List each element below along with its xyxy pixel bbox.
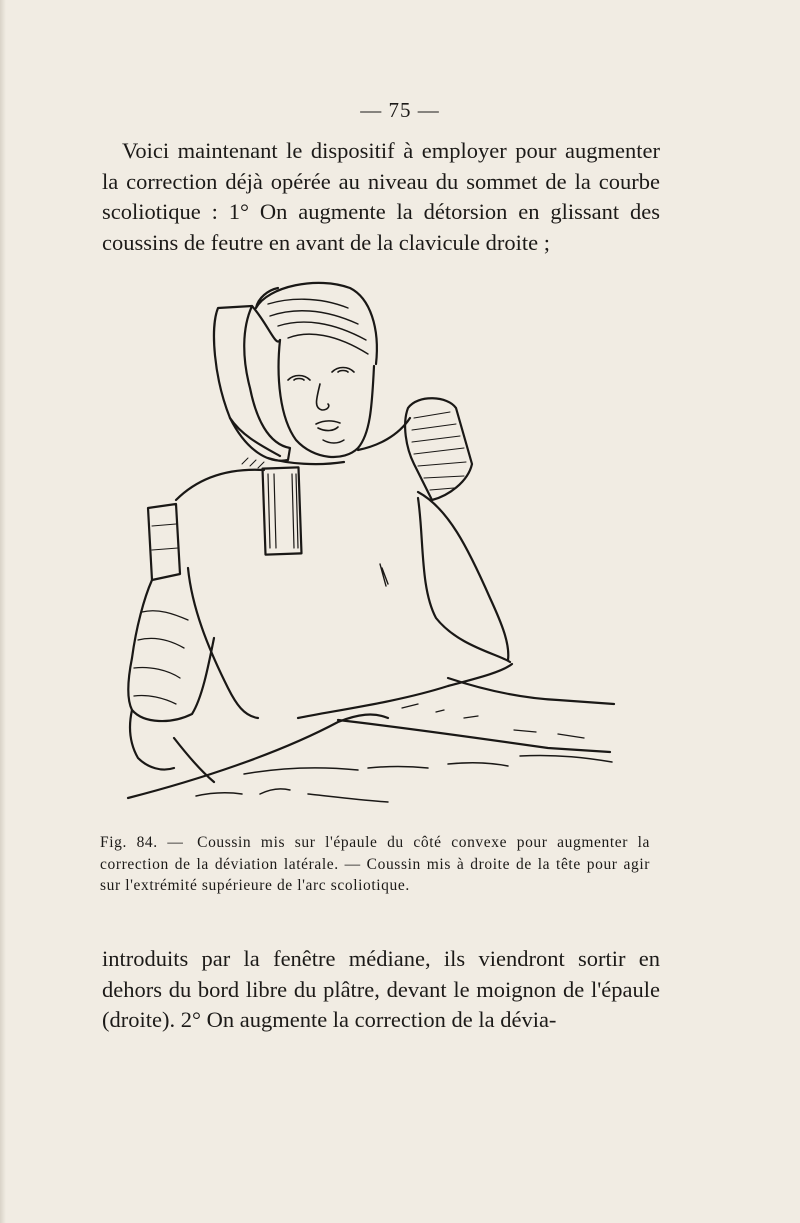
table-front-edge [128,715,388,798]
corset-right-side [418,498,510,662]
head-cushion-strap [230,306,280,456]
paragraph-bottom: introduits par la fenêtre médiane, ils viendront sortir en dehors du bord libre du plâtre, devant le moignon de l'épaule (droite). 2° On augmente la correction de la dévia- [102,946,660,1032]
face-outline [279,340,374,457]
paragraph-top: Voici maintenant le dispositif à employer pour augmenter la correction déjà opérée au niveau du sommet de la courbe scoliotique : 1° On augmente la détorsion en glissant des coussins de feutre en avant de la clavicule droite ; [102,138,660,255]
right-forearm [448,678,614,704]
chin-line [323,440,344,443]
hatch-neck [242,458,264,468]
figure-illustration [118,268,624,816]
eye-right [332,368,354,373]
page-edge [0,0,6,1223]
eye-left [288,376,310,381]
table-lower-lines [196,789,388,802]
neck-strap-fill [268,474,298,548]
left-sleeve [128,580,214,721]
head-strap-chin [268,458,344,464]
left-hand [130,710,174,770]
nose [317,384,329,410]
left-arm-block [148,504,180,580]
table-surface-lines [244,755,612,774]
child-in-plaster-corset-drawing [118,268,624,816]
page-number: — 75 — [360,98,440,122]
figure-label: Fig. 84. — [100,834,184,851]
right-arm [418,492,508,660]
figure-caption [100,832,650,897]
hair-strands [268,299,368,354]
corset-left-side [188,568,258,718]
left-arm-block-hatch [152,524,178,550]
sheet-fold [402,704,584,738]
corset-waist-line [298,664,512,718]
corset-left-shoulder [176,470,264,500]
left-sleeve-folds [134,611,188,704]
mouth [316,421,340,431]
corset-seam [380,564,388,586]
figure-caption-text: Coussin mis sur l'épaule du côté convexe pour augmenter la correction de la déviation latérale. — Coussin mis à droite de la tête pour agir sur l'extrémité supérieure de l'arc scoliotique. [100,834,650,894]
